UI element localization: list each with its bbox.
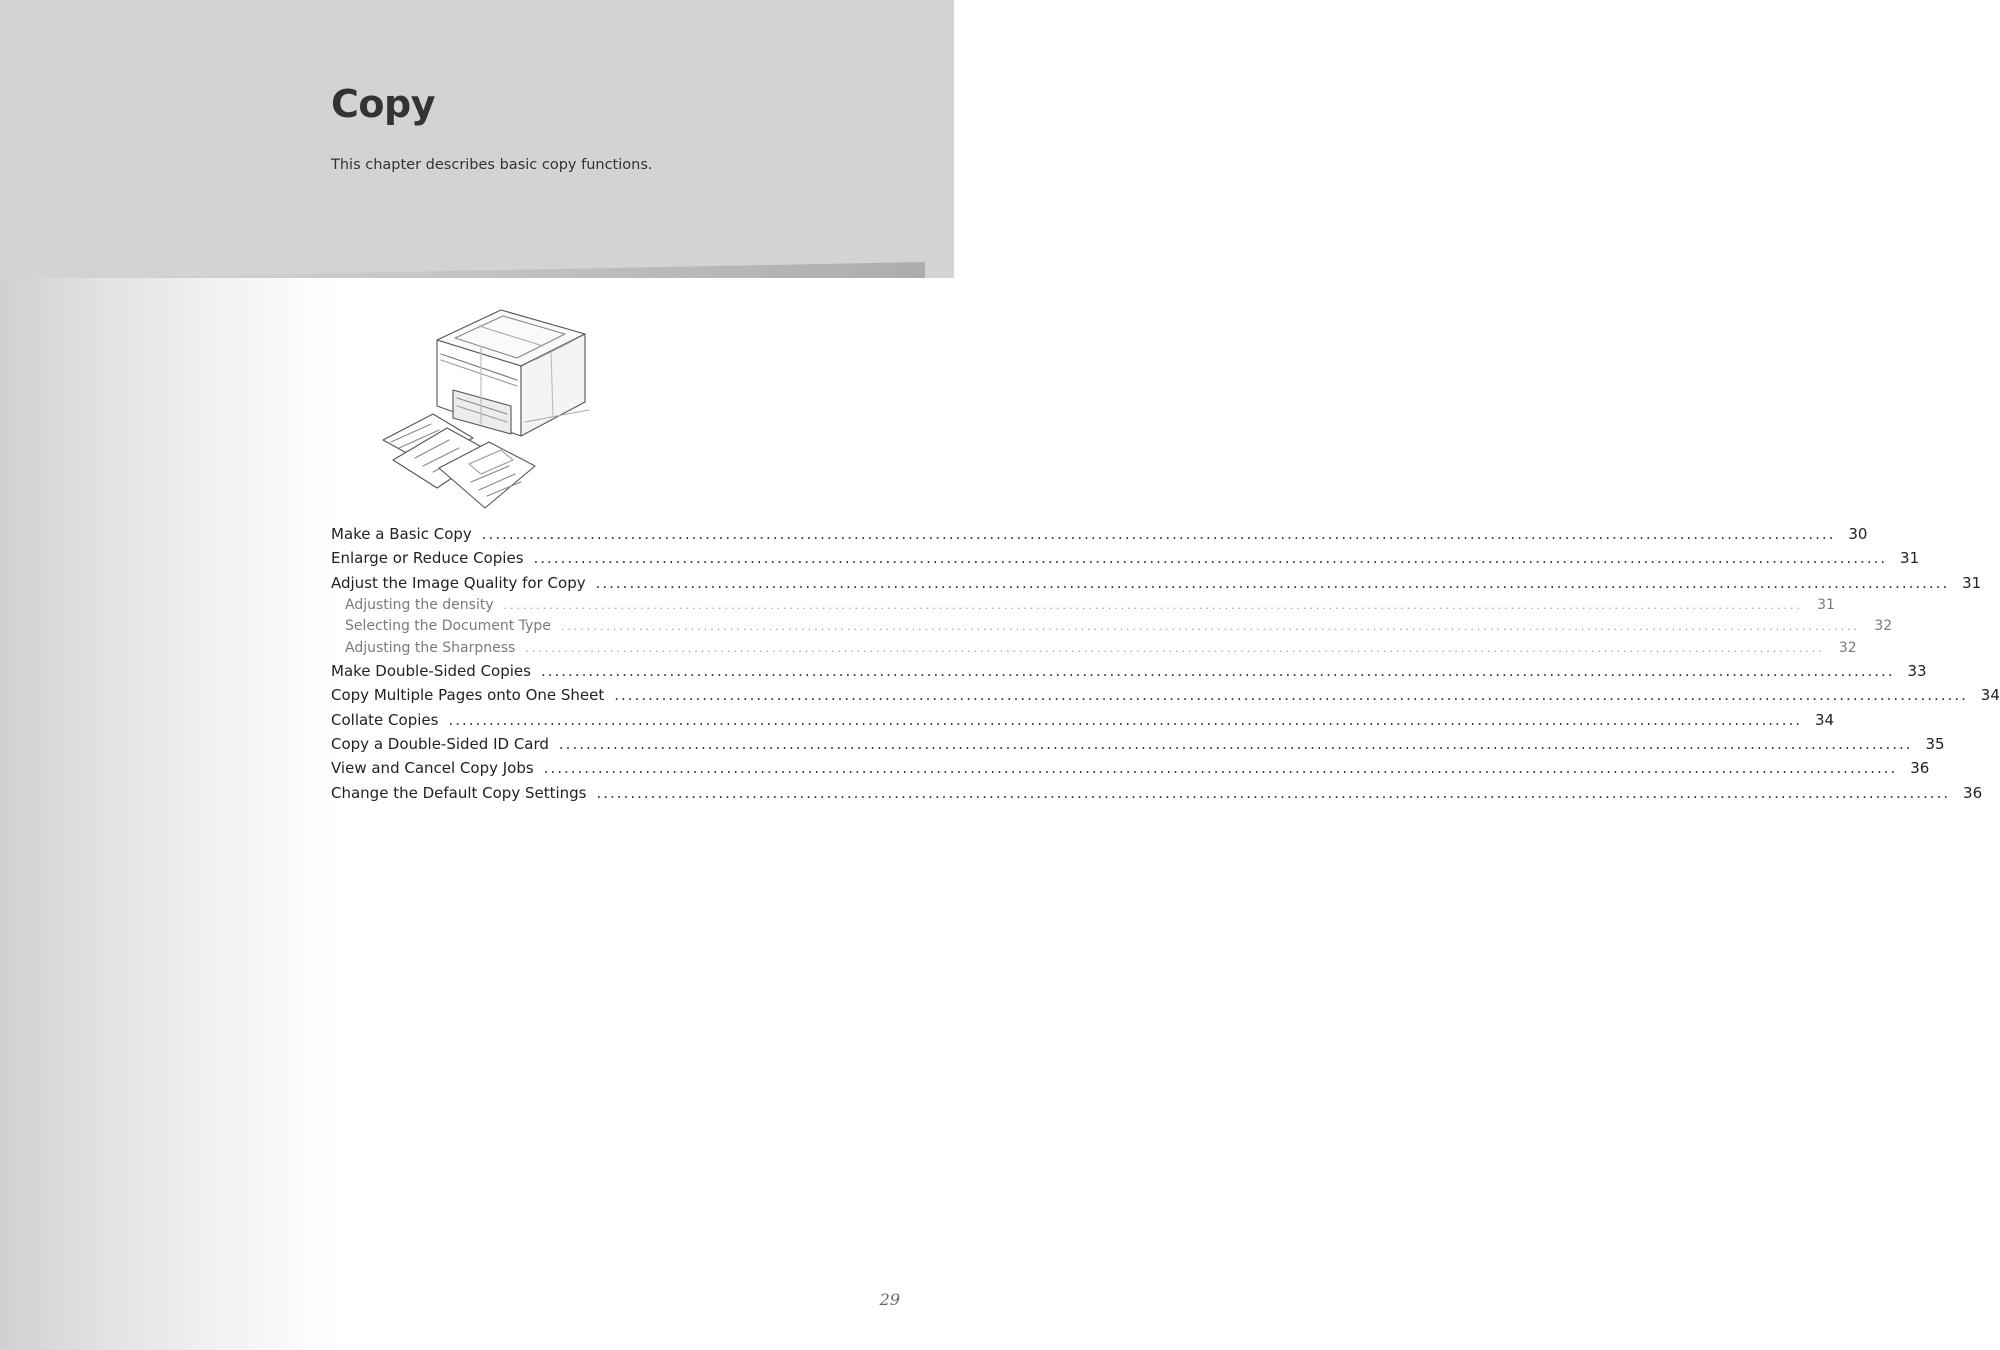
toc-entry[interactable] xyxy=(331,708,1835,732)
side-gradient xyxy=(0,278,340,1350)
chapter-header-band xyxy=(0,0,954,278)
chapter-description: This chapter describes basic copy functions. xyxy=(331,157,653,173)
toc-leader-dots: ........................................................................................................................................................................................................ xyxy=(596,783,1951,802)
toc-entry-label: Copy a Double-Sided ID Card xyxy=(331,734,549,753)
toc-entry-label: Collate Copies xyxy=(331,710,439,729)
toc-entry[interactable] xyxy=(331,522,1868,546)
toc-entry[interactable] xyxy=(331,781,1983,805)
toc-entry-label: Make a Basic Copy xyxy=(331,525,472,543)
toc-leader-dots: ........................................................................................................................................................................................................ xyxy=(543,759,1898,778)
toc-entry-page: 36 xyxy=(1963,783,1983,802)
toc-leader-dots: ........................................................................................................................................................................................................ xyxy=(614,686,1968,705)
toc-entry-page: 33 xyxy=(1907,661,1927,680)
toc-entry-page: 31 xyxy=(1817,597,1835,614)
chapter-title: Copy xyxy=(331,82,435,126)
toc-entry-page: 30 xyxy=(1848,525,1868,543)
toc-entry[interactable] xyxy=(331,683,2000,707)
toc-leader-dots: ........................................................................................................................................................................................................ xyxy=(525,641,1825,655)
toc-entry-label: Change the Default Copy Settings xyxy=(331,783,587,802)
page-number: 29 xyxy=(879,1290,900,1309)
toc-entry[interactable] xyxy=(331,659,1927,683)
toc-entry-page: 31 xyxy=(1900,549,1920,568)
toc-leader-dots: ........................................................................................................................................................................................................ xyxy=(560,620,1861,634)
toc-entry-label: Copy Multiple Pages onto One Sheet xyxy=(331,686,605,705)
toc-entry-label: Selecting the Document Type xyxy=(345,618,551,635)
toc-entry-label: Make Double-Sided Copies xyxy=(331,661,531,680)
toc-entry-label: Adjusting the Sharpness xyxy=(345,639,516,656)
toc-entry-page: 34 xyxy=(1814,710,1835,729)
toc-subentry[interactable] xyxy=(331,616,1893,637)
toc-entry-label: View and Cancel Copy Jobs xyxy=(331,759,534,778)
toc-entry-label: Adjusting the density xyxy=(345,597,494,614)
toc-entry-page: 32 xyxy=(1874,618,1893,635)
toc-subentry[interactable] xyxy=(331,638,1857,659)
toc-leader-dots: ........................................................................................................................................................................................................ xyxy=(533,549,1888,568)
toc-leader-dots: ........................................................................................................................................................................................................ xyxy=(503,599,1803,613)
table-of-contents xyxy=(331,522,2000,805)
toc-entry-page: 31 xyxy=(1962,573,1982,592)
toc-leader-dots: ........................................................................................................................................................................................................ xyxy=(540,661,1895,680)
toc-entry[interactable] xyxy=(331,546,1920,570)
toc-leader-dots: ........................................................................................................................................................................................................ xyxy=(558,734,1913,753)
toc-subentry[interactable] xyxy=(331,595,1835,616)
toc-leader-dots: ........................................................................................................................................................................................................ xyxy=(595,573,1950,592)
toc-entry-page: 34 xyxy=(1980,686,2000,705)
toc-entry-label: Adjust the Image Quality for Copy xyxy=(331,573,586,592)
toc-leader-dots: ........................................................................................................................................................................................................ xyxy=(481,525,1836,543)
toc-entry-page: 32 xyxy=(1838,639,1857,656)
toc-entry[interactable] xyxy=(331,732,1945,756)
toc-entry-label: Enlarge or Reduce Copies xyxy=(331,549,524,568)
toc-entry[interactable] xyxy=(331,571,1982,595)
toc-entry-page: 36 xyxy=(1910,759,1930,778)
toc-leader-dots: ........................................................................................................................................................................................................ xyxy=(448,710,1803,729)
printer-with-documents-icon xyxy=(375,302,595,514)
toc-entry[interactable] xyxy=(331,756,1930,780)
toc-entry-page: 35 xyxy=(1925,734,1945,753)
